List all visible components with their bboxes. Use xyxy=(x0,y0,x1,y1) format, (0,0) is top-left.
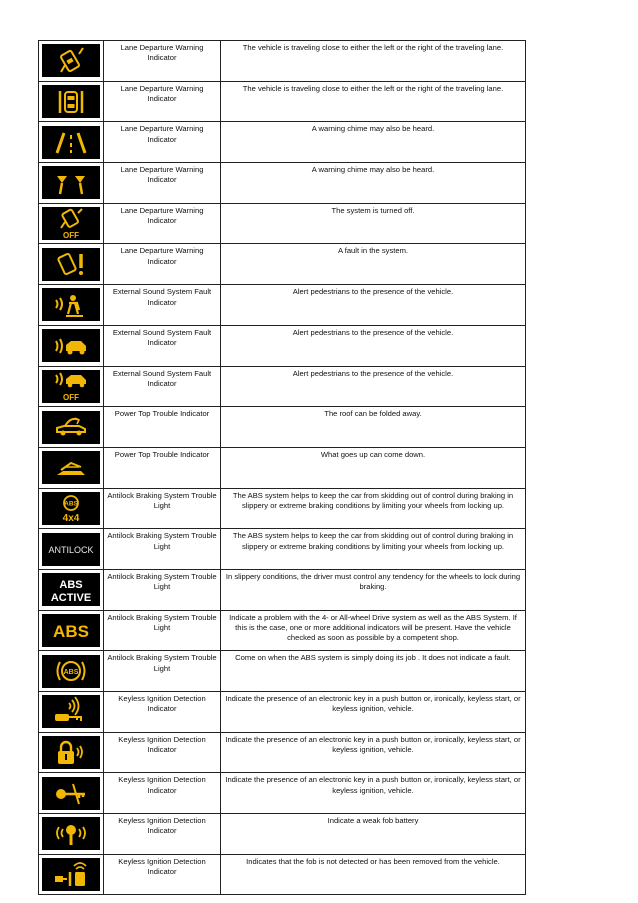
off-text: OFF xyxy=(63,230,79,240)
table-row xyxy=(39,325,526,366)
icon-cell xyxy=(39,81,104,122)
indicator-name: Lane Departure Warning Indicator xyxy=(104,41,221,82)
icon-cell xyxy=(39,285,104,326)
table-row xyxy=(39,163,526,204)
indicator-name: Antilock Braking System Trouble Light xyxy=(104,651,221,692)
icon-cell xyxy=(39,41,104,82)
pedestrian-sound-icon xyxy=(51,290,91,320)
table-row xyxy=(39,569,526,610)
4x4-text: 4x4 xyxy=(62,513,80,525)
lane-departure-car-icon xyxy=(51,46,91,76)
lane-departure-car-lines-icon xyxy=(51,87,91,117)
table-row xyxy=(39,81,526,122)
indicator-icon-box xyxy=(42,166,100,199)
lane-arrows-icon xyxy=(51,168,91,198)
indicator-description: Indicate a problem with the 4- or All-wheel Drive system as well as the ABS System. If this is the case, one or more additional indicators will be present. Have the vehicle checked as soon as possible by a competent shop. xyxy=(221,610,526,651)
indicator-description: A fault in the system. xyxy=(221,244,526,285)
table-row xyxy=(39,854,526,895)
indicator-name: Antilock Braking System Trouble Light xyxy=(104,488,221,529)
indicator-icon-box xyxy=(42,695,100,728)
indicator-icon-box xyxy=(42,573,100,606)
indicator-icon-box xyxy=(42,126,100,159)
abs-text: ABS xyxy=(53,622,89,642)
indicator-description: In slippery conditions, the driver must control any tendency for the wheels to lock during braking. xyxy=(221,569,526,610)
icon-cell xyxy=(39,244,104,285)
abs-text: ABS xyxy=(59,578,83,591)
indicator-icon-box xyxy=(42,655,100,688)
icon-cell xyxy=(39,569,104,610)
indicator-name: Lane Departure Warning Indicator xyxy=(104,81,221,122)
icon-cell xyxy=(39,447,104,488)
icon-cell xyxy=(39,488,104,529)
indicator-icon-box xyxy=(42,817,100,850)
off-text: OFF xyxy=(63,393,79,403)
table-row xyxy=(39,41,526,82)
indicator-icon-box xyxy=(42,777,100,810)
icon-cell xyxy=(39,163,104,204)
indicator-name: Antilock Braking System Trouble Light xyxy=(104,610,221,651)
convertible-roof-icon xyxy=(51,453,91,483)
indicator-icon-box xyxy=(42,288,100,321)
icon-cell xyxy=(39,203,104,244)
icon-cell xyxy=(39,407,104,448)
indicator-description: Indicate the presence of an electronic key in a push button or, ironically, keyless start, or keyless ignition, vehicle. xyxy=(221,773,526,814)
lane-departure-fault-icon xyxy=(51,249,91,279)
table-row xyxy=(39,651,526,692)
table-row xyxy=(39,488,526,529)
abs-circle-icon xyxy=(51,656,91,686)
abs-text: ABS xyxy=(63,669,79,677)
antilock-text-icon xyxy=(48,534,94,564)
indicator-description: The roof can be folded away. xyxy=(221,407,526,448)
table-row xyxy=(39,203,526,244)
indicator-description: The ABS system helps to keep the car from skidding out of control during braking in slippery or extreme braking conditions by limiting your wheels from locking up. xyxy=(221,488,526,529)
icon-cell xyxy=(39,651,104,692)
indicator-name: Power Top Trouble Indicator xyxy=(104,407,221,448)
indicator-description: Alert pedestrians to the presence of the vehicle. xyxy=(221,325,526,366)
table-row xyxy=(39,692,526,733)
indicator-name: External Sound System Fault Indicator xyxy=(104,285,221,326)
indicator-name: Lane Departure Warning Indicator xyxy=(104,163,221,204)
active-text: ACTIVE xyxy=(50,591,92,604)
icon-cell xyxy=(39,366,104,407)
indicator-icon-box xyxy=(42,411,100,444)
indicator-name: Keyless Ignition Detection Indicator xyxy=(104,854,221,895)
table-row xyxy=(39,773,526,814)
key-fob-signal-icon xyxy=(51,697,91,727)
icon-cell xyxy=(39,325,104,366)
icon-cell xyxy=(39,692,104,733)
indicator-icon-box xyxy=(42,858,100,891)
indicator-icon-box xyxy=(42,451,100,484)
indicator-name: External Sound System Fault Indicator xyxy=(104,366,221,407)
icon-cell xyxy=(39,814,104,855)
abs-text: ABS xyxy=(64,500,78,508)
indicator-description: Indicate a weak fob battery xyxy=(221,814,526,855)
indicator-name: Keyless Ignition Detection Indicator xyxy=(104,814,221,855)
icon-cell xyxy=(39,773,104,814)
car-sound-icon xyxy=(51,331,91,361)
indicator-icon-box xyxy=(42,329,100,362)
indicator-description: Indicate the presence of an electronic key in a push button or, ironically, keyless start, or keyless ignition, vehicle. xyxy=(221,692,526,733)
indicator-icon-box xyxy=(42,248,100,281)
icon-cell xyxy=(39,732,104,773)
antilock-text: ANTILOCK xyxy=(48,545,94,556)
table-row xyxy=(39,285,526,326)
indicator-name: Power Top Trouble Indicator xyxy=(104,447,221,488)
key-slash-icon xyxy=(51,778,91,808)
indicator-name: Keyless Ignition Detection Indicator xyxy=(104,773,221,814)
indicator-description: A warning chime may also be heard. xyxy=(221,122,526,163)
icon-cell xyxy=(39,854,104,895)
indicator-description: Alert pedestrians to the presence of the vehicle. xyxy=(221,366,526,407)
abs-active-icon xyxy=(51,575,91,605)
table-row xyxy=(39,447,526,488)
indicator-name: External Sound System Fault Indicator xyxy=(104,325,221,366)
indicator-icon-box xyxy=(42,370,100,403)
indicator-description: Alert pedestrians to the presence of the vehicle. xyxy=(221,285,526,326)
indicator-icon-box xyxy=(42,44,100,77)
indicator-name: Lane Departure Warning Indicator xyxy=(104,122,221,163)
indicator-description: Indicates that the fob is not detected or has been removed from the vehicle. xyxy=(221,854,526,895)
indicator-description: A warning chime may also be heard. xyxy=(221,163,526,204)
warning-lights-table xyxy=(38,40,526,895)
table-row xyxy=(39,610,526,651)
table-row xyxy=(39,407,526,448)
indicator-icon-box xyxy=(42,614,100,647)
table-row xyxy=(39,529,526,570)
indicator-name: Keyless Ignition Detection Indicator xyxy=(104,732,221,773)
table-row xyxy=(39,122,526,163)
indicator-description: Come on when the ABS system is simply doing its job . It does not indicate a fault. xyxy=(221,651,526,692)
table-row xyxy=(39,732,526,773)
indicator-icon-box xyxy=(42,207,100,240)
key-signal-icon xyxy=(51,819,91,849)
indicator-description: The ABS system helps to keep the car from skidding out of control during braking in slippery or extreme braking conditions by limiting your wheels from locking up. xyxy=(221,529,526,570)
car-sound-off-icon xyxy=(51,371,91,401)
indicator-description: The vehicle is traveling close to either the left or the right of the traveling lane. xyxy=(221,41,526,82)
indicator-icon-box xyxy=(42,85,100,118)
indicator-name: Antilock Braking System Trouble Light xyxy=(104,569,221,610)
indicator-name: Lane Departure Warning Indicator xyxy=(104,203,221,244)
fob-not-detected-icon xyxy=(51,860,91,890)
indicator-description: Indicate the presence of an electronic key in a push button or, ironically, keyless start, or keyless ignition, vehicle. xyxy=(221,732,526,773)
icon-cell xyxy=(39,529,104,570)
lane-departure-off-icon xyxy=(51,209,91,239)
indicator-description: The system is turned off. xyxy=(221,203,526,244)
lane-lines-icon xyxy=(51,127,91,157)
abs-text-icon xyxy=(51,615,91,645)
abs-4x4-icon xyxy=(51,493,91,523)
table-row xyxy=(39,244,526,285)
icon-cell xyxy=(39,122,104,163)
table-row xyxy=(39,366,526,407)
indicator-description: What goes up can come down. xyxy=(221,447,526,488)
lock-fob-icon xyxy=(51,738,91,768)
indicator-name: Keyless Ignition Detection Indicator xyxy=(104,692,221,733)
indicator-name: Antilock Braking System Trouble Light xyxy=(104,529,221,570)
icon-cell xyxy=(39,610,104,651)
indicator-icon-box xyxy=(42,736,100,769)
indicator-description: The vehicle is traveling close to either the left or the right of the traveling lane. xyxy=(221,81,526,122)
indicator-name: Lane Departure Warning Indicator xyxy=(104,244,221,285)
indicator-icon-box xyxy=(42,492,100,525)
convertible-top-icon xyxy=(51,412,91,442)
table-row xyxy=(39,814,526,855)
indicator-icon-box xyxy=(42,533,100,566)
